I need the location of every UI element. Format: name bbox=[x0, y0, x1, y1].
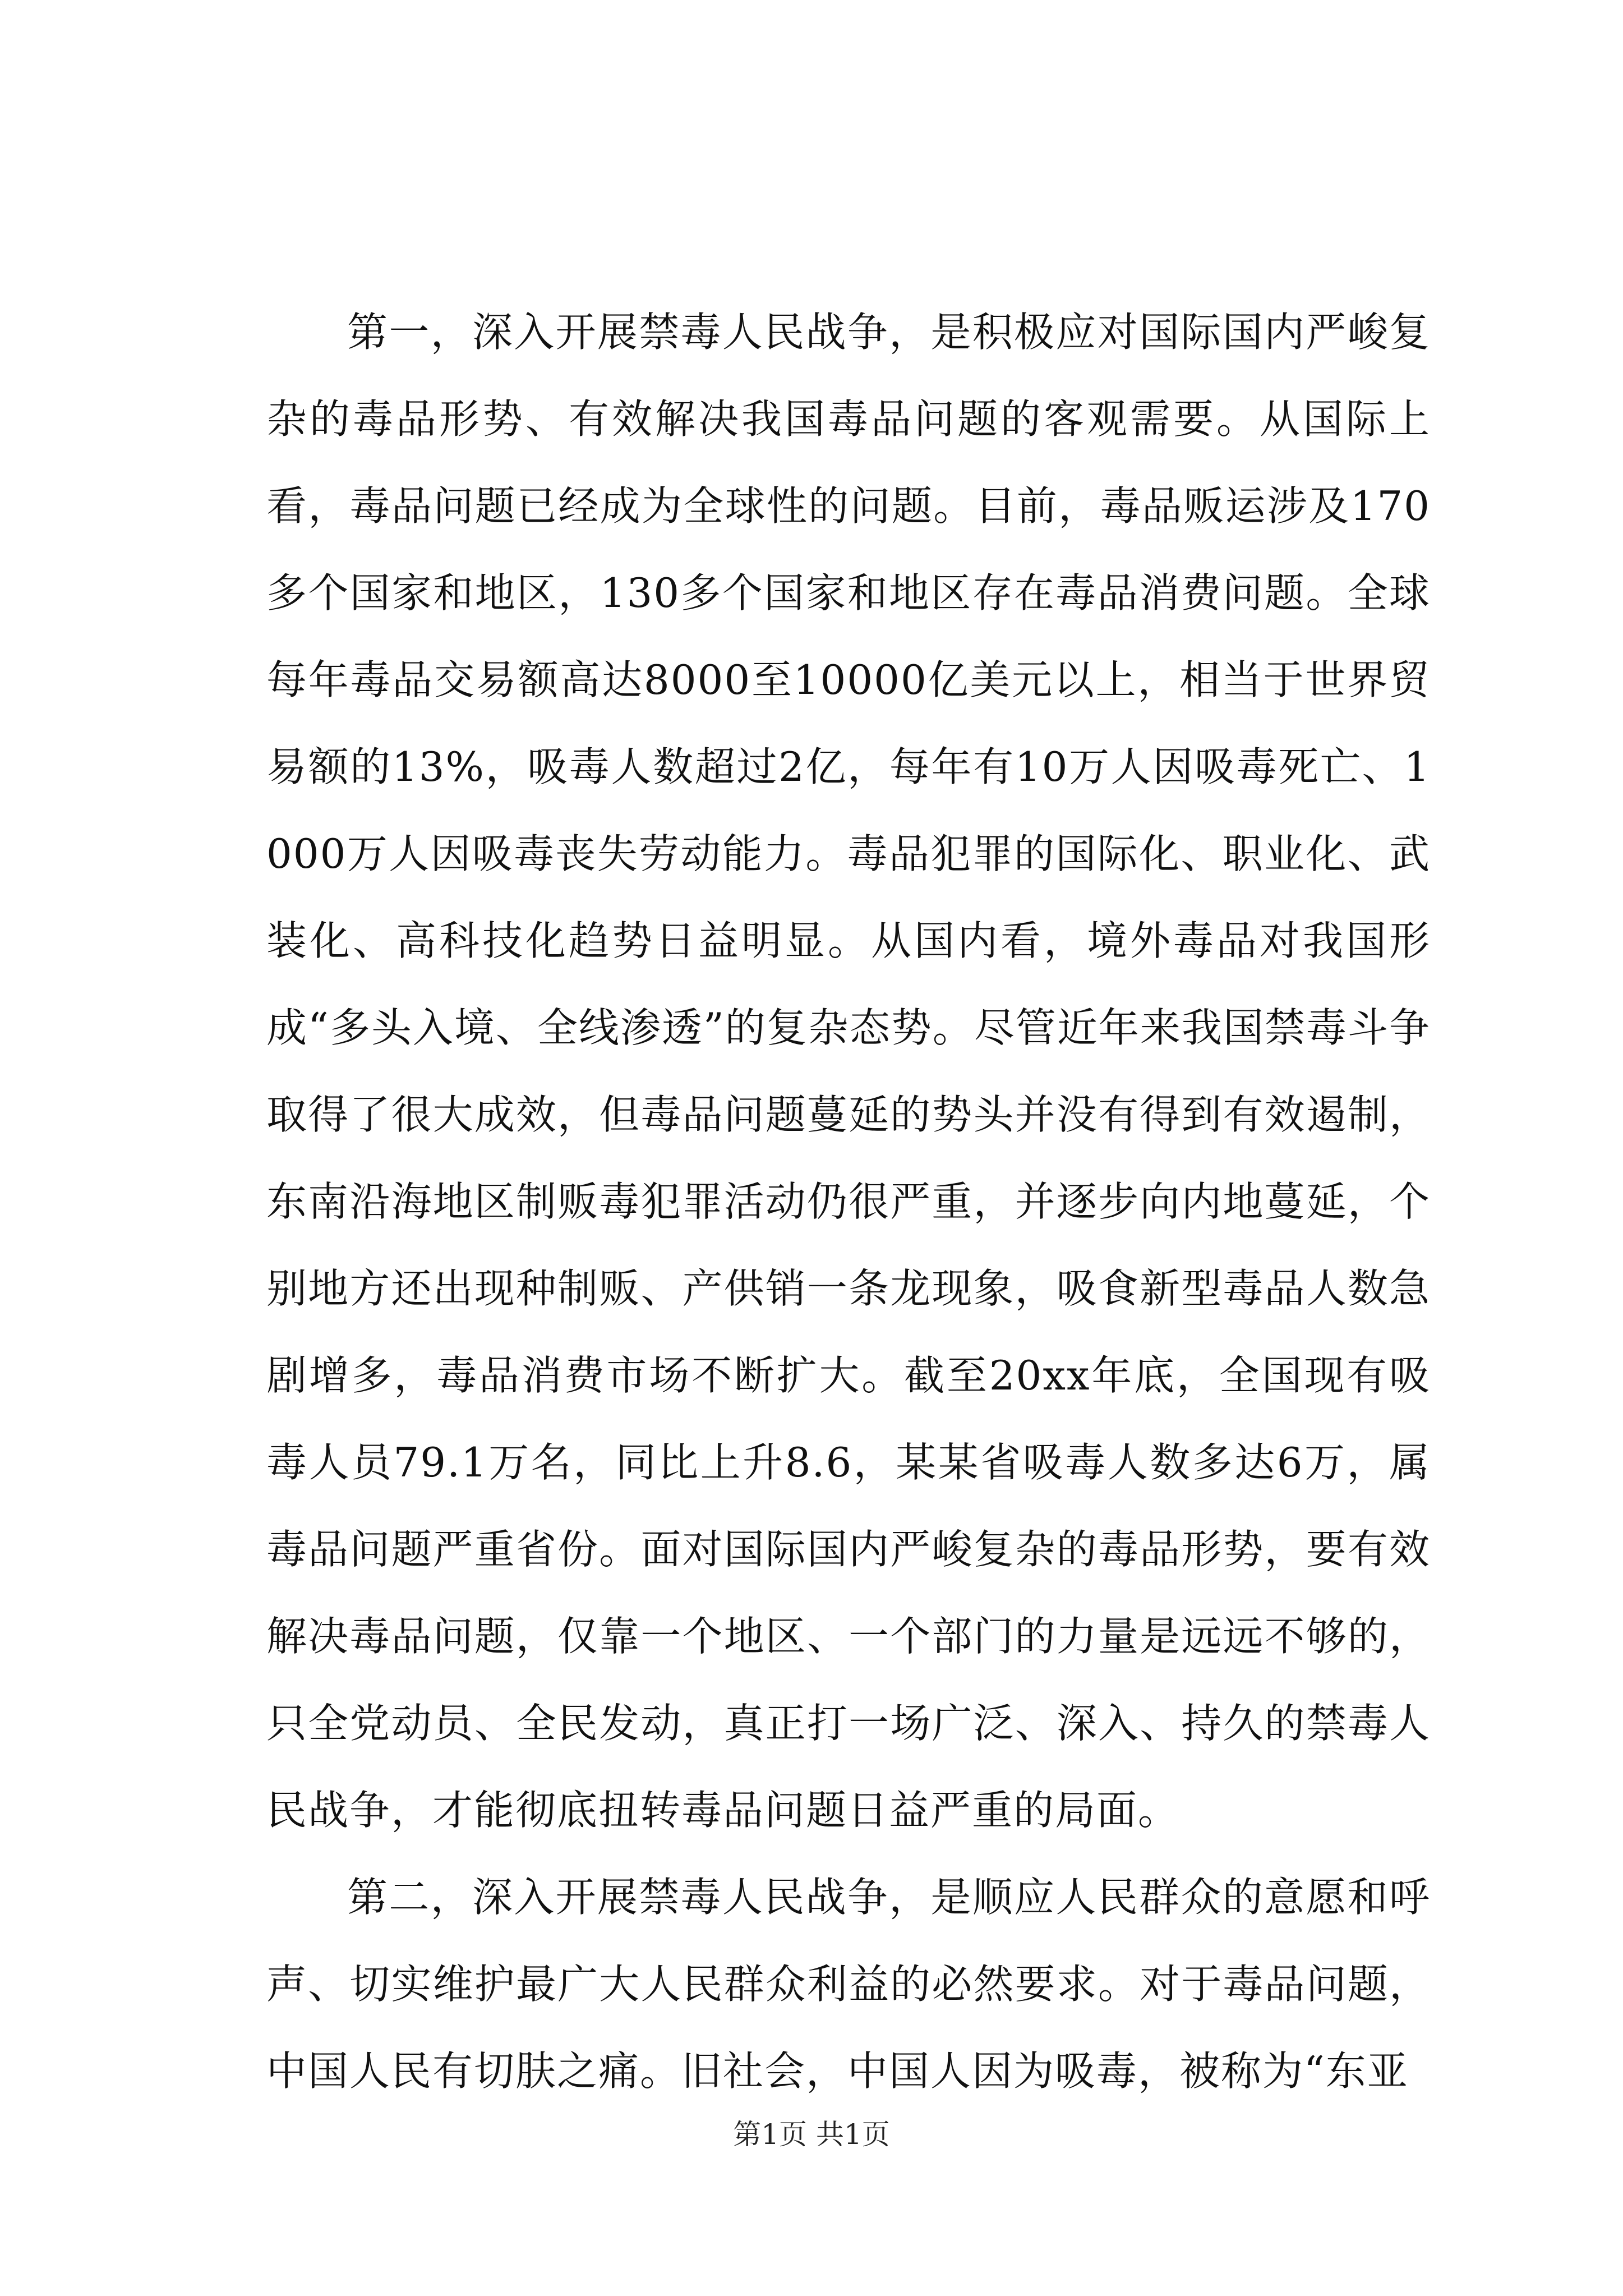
document-body bbox=[266, 289, 1431, 2115]
paragraph-1: 第一，深入开展禁毒人民战争，是积极应对国际国内严峻复杂的毒品形势、有效解决我国毒品问题的客观需要。从国际上看，毒品问题已经成为全球性的问题。目前，毒品贩运涉及170多个国家和地区，130多个国家和地区存在毒品消费问题。全球每年毒品交易额高达8000至10000亿美元以上，相当于世界贸易额的13%，吸毒人数超过2亿，每年有10万人因吸毒死亡、1000万人因吸毒丧失劳动能力。毒品犯罪的国际化、职业化、武装化、高科技化趋势日益明显。从国内看，境外毒品对我国形成“多头入境、全线渗透”的复杂态势。尽管近年来我国禁毒斗争取得了很大成效，但毒品问题蔓延的势头并没有得到有效遏制，东南沿海地区制贩毒犯罪活动仍很严重，并逐步向内地蔓延，个别地方还出现种制贩、产供销一条龙现象，吸食新型毒品人数急剧增多，毒品消费市场不断扩大。截至20xx年底，全国现有吸毒人员79.1万名，同比上升8.6，某某省吸毒人数多达6万，属毒品问题严重省份。面对国际国内严峻复杂的毒品形势，要有效解决毒品问题，仅靠一个地区、一个部门的力量是远远不够的，只全党动员、全民发动，真正打一场广泛、深入、持久的禁毒人民战争，才能彻底扭转毒品问题日益严重的局面。 bbox=[266, 309, 1431, 1834]
page-footer: 第1页 共1页 bbox=[733, 2118, 890, 2151]
paragraph-2: 第二，深入开展禁毒人民战争，是顺应人民群众的意愿和呼声、切实维护最广大人民群众利益的必然要求。对于毒品问题，中国人民有切肤之痛。旧社会，中国人因为吸毒，被称为“东亚 bbox=[266, 1874, 1431, 2095]
